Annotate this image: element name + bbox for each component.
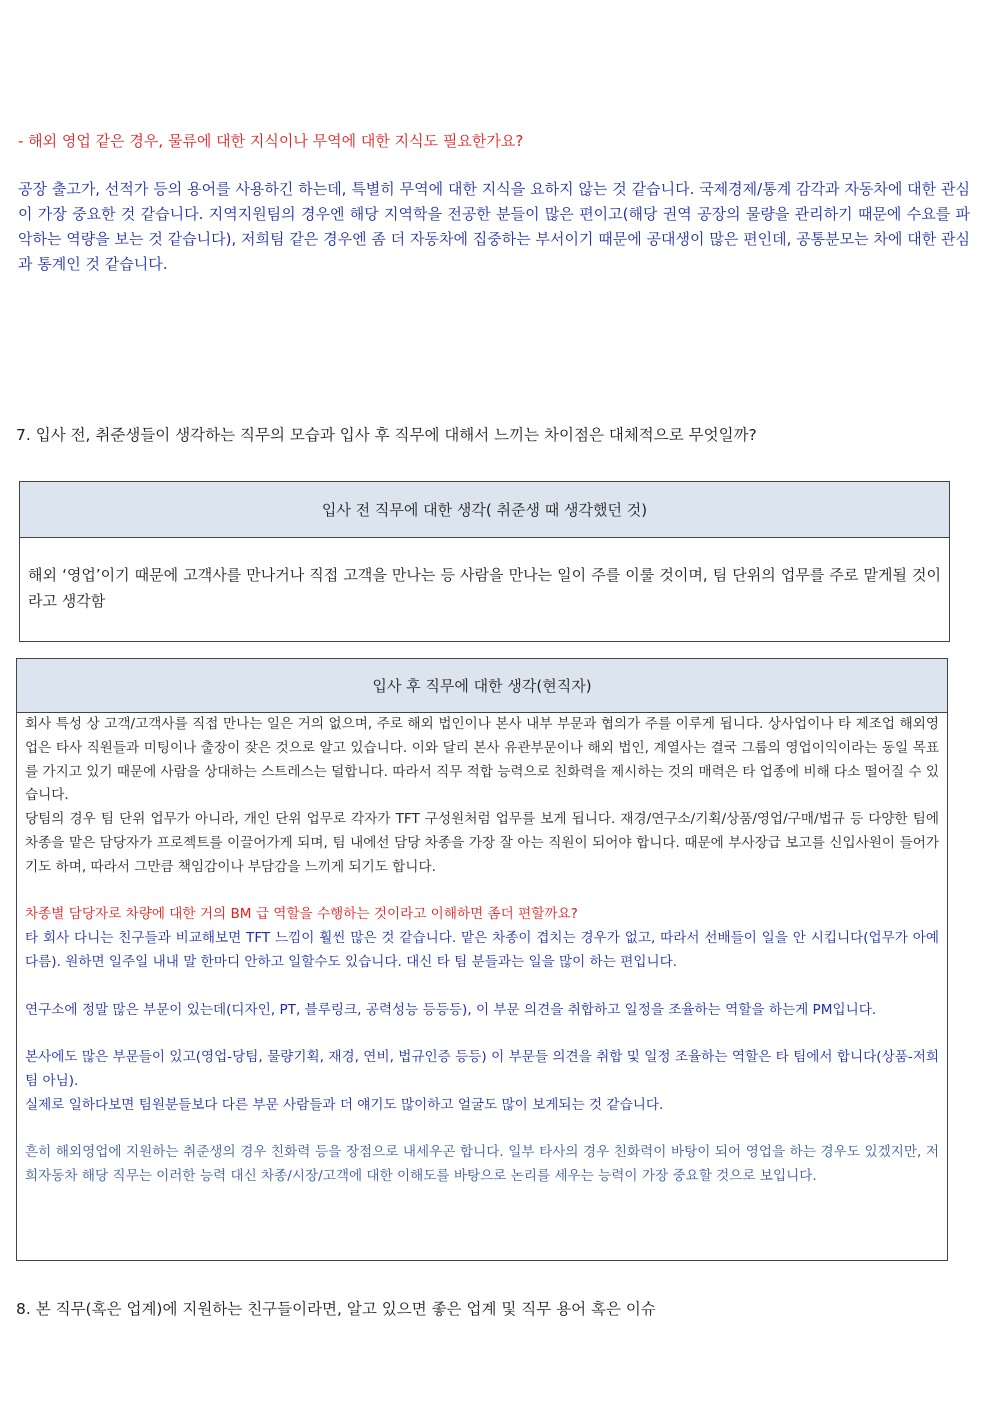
after-paragraph-1: 회사 특성 상 고객/고객사를 직접 만나는 일은 거의 없으며, 주로 해외 법인이나 본사 내부 부문과 협의가 주를 이루게 됩니다. 상사업이나 타 제조업 해외영업은 타사 직원들과 미팅이나 출장이 잦은 것으로 알고 있습니다. 이와 달리 본사 유관부문이나 해외 법인, 계열사는 결국 그룹의 영업이익이라는 동일 목표를 가지고 있기 때문에 사람을 상대하는 스트레스는 덜합니다. 따라서 직무 적합 능력으로 친화력을 제시하는 것의 매력은 타 업종에 비해 다소 떨어질 수 있습니다.	[25, 716, 939, 804]
after-question: 차종별 담당자로 차량에 대한 거의 BM 급 역할을 수행하는 것이라고 이해하면 좀더 편할까요?	[25, 906, 578, 923]
after-joining-title: 입사 후 직무에 대한 생각(현직자)	[17, 659, 947, 713]
answer-logistics-trade: 공장 출고가, 선적가 등의 용어를 사용하긴 하는데, 특별히 무역에 대한 지식을 요하지 않는 것 같습니다. 국제경제/통계 감각과 자동차에 대한 관심이 가장 중요한 것 같습니다. 지역지원팀의 경우엔 해당 지역학을 전공한 분들이 많은 편이고(해당 권역 공장의 물량을 관리하기 때문에 수요를 파악하는 역량을 보는 것 같습니다), 저희팀 같은 경우엔 좀 더 자동차에 집중하는 부서이기 때문에 공대생이 많은 편인데, 공통분모는 차에 대한 관심과 통계인 것 같습니다.	[18, 180, 970, 273]
after-paragraph-5: 본사에도 많은 부문들이 있고(영업-당팀, 물량기획, 재경, 연비, 법규인증 등등) 이 부문들 의견을 취합 및 일정 조율하는 역할은 타 팀에서 합니다(상품-저희팀 아님).	[25, 1049, 939, 1089]
before-joining-box	[19, 481, 950, 642]
after-joining-body	[17, 713, 947, 1189]
after-paragraph-4: 연구소에 정말 많은 부문이 있는데(디자인, PT, 블루링크, 공력성능 등등등), 이 부문 의견을 취합하고 일정을 조율하는 역할을 하는게 PM입니다.	[25, 1001, 877, 1018]
section-8-heading: 8. 본 직무(혹은 업계)에 지원하는 친구들이라면, 알고 있으면 좋은 업계 및 직무 용어 혹은 이슈	[16, 1300, 656, 1318]
question-logistics-trade: - 해외 영업 같은 경우, 물류에 대한 지식이나 무역에 대한 지식도 필요한가요?	[18, 132, 524, 150]
after-paragraph-3: 타 회사 다니는 친구들과 비교해보면 TFT 느낌이 훨씬 많은 것 같습니다. 맡은 차종이 겹치는 경우가 없고, 따라서 선배들이 일을 안 시킵니다(업무가 아예 다름). 원하면 일주일 내내 말 한마디 안하고 일할수도 있습니다. 대신 타 팀 분들과는 일을 많이 하는 편입니다.	[25, 930, 939, 970]
after-paragraph-6: 실제로 일하다보면 팀원분들보다 다른 부문 사람들과 더 얘기도 많이하고 얼굴도 많이 보게되는 것 같습니다.	[25, 1096, 664, 1113]
before-joining-title: 입사 전 직무에 대한 생각( 취준생 때 생각했던 것)	[20, 482, 949, 538]
after-joining-box	[16, 658, 948, 1261]
after-paragraph-7: 흔히 해외영업에 지원하는 취준생의 경우 친화력 등을 장점으로 내세우곤 합니다. 일부 타사의 경우 친화력이 바탕이 되어 영업을 하는 경우도 있겠지만, 저희자동차 해당 직무는 이러한 능력 대신 차종/시장/고객에 대한 이해도를 바탕으로 논리를 세우는 능력이 가장 중요할 것으로 보입니다.	[25, 1144, 939, 1185]
after-paragraph-2: 당팀의 경우 팀 단위 업무가 아니라, 개인 단위 업무로 각자가 TFT 구성원처럼 업무를 보게 됩니다. 재경/연구소/기획/상품/영업/구매/법규 등 다양한 팀에 차종을 맡은 담당자가 프로젝트를 이끌어가게 되며, 팀 내에선 담당 차종을 가장 잘 아는 직원이 되어야 합니다. 때문에 부사장급 보고를 신입사원이 들어가기도 하며, 따라서 그만큼 책임감이나 부담감을 느끼게 되기도 합니다.	[25, 811, 939, 875]
section-7-heading: 7. 입사 전, 취준생들이 생각하는 직무의 모습과 입사 후 직무에 대해서 느끼는 차이점은 대체적으로 무엇일까?	[16, 426, 757, 444]
before-joining-body: 해외 ‘영업’이기 때문에 고객사를 만나거나 직접 고객을 만나는 등 사람을 만나는 일이 주를 이룰 것이며, 팀 단위의 업무를 주로 맡게될 것이라고 생각함	[28, 566, 941, 610]
